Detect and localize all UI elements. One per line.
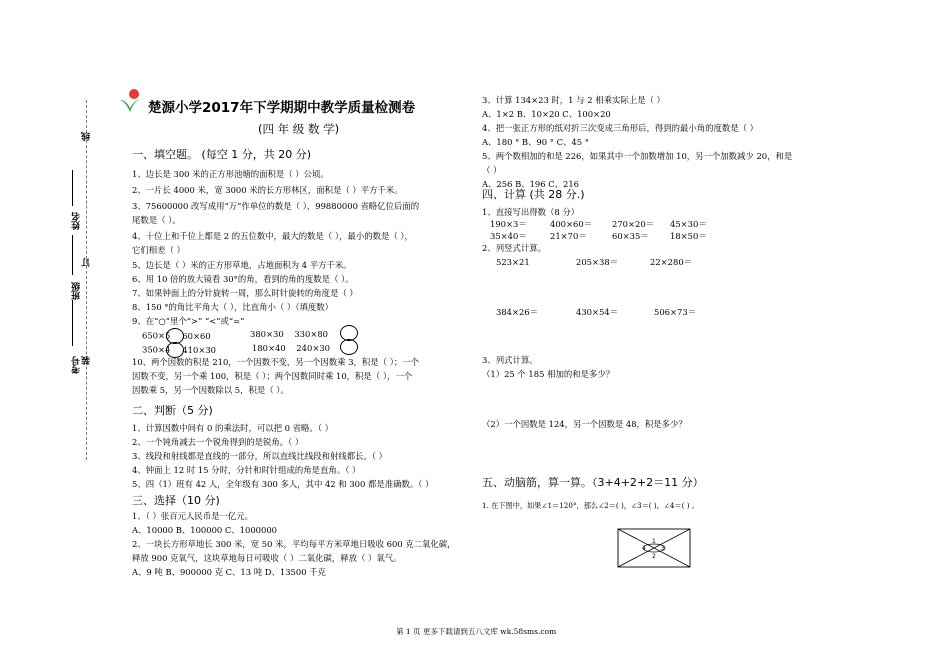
judge-q5: 5、四（1）班有 42 人，全年级有 300 多人，其中 42 和 300 都是准确数。（ ）	[132, 479, 434, 489]
angle-label-2: 2	[652, 553, 656, 560]
fill-q10-line3: 因数乘 5，另一个因数除以 5，积是（ ）。	[132, 385, 289, 395]
page-footer: 第 1 页 更多下载请到五八文库 wk.58sms.com	[396, 627, 557, 636]
exam-subtitle: (四 年 级 数 学)	[258, 122, 340, 136]
angle-figure	[617, 528, 691, 568]
side-name-label: 姓名	[72, 212, 82, 230]
choice-q3: 3、计算 134×23 时，1 与 2 相乘实际上是（ ）	[482, 95, 665, 105]
compare-row-4	[252, 342, 330, 354]
compare-2-right: 330×80	[294, 329, 329, 339]
choice-q5-options: A、256 B、196 C、216	[482, 179, 580, 189]
fill-q3-line1: 3、75600000 改写成用“万”作单位的数是（ ），99880000 省略亿位后面的	[132, 201, 420, 211]
calc-part3-title: 3、列式计算。	[482, 355, 538, 365]
fill-q2: 2、一片长 4000 米，宽 3000 米的长方形林区，面积是（ ）平方千米。	[132, 185, 403, 195]
section-5-heading: 五、动脑筋，算一算。（3+4+2+2＝11 分）	[482, 476, 704, 489]
fill-q8: 8、150 °的角比平角大（ ），比直角小（ ）（填度数）	[132, 302, 333, 312]
side-class-label: 班级	[72, 282, 82, 300]
compare-circle[interactable]	[340, 339, 358, 355]
side-number-label: 考号	[72, 356, 82, 374]
compare-2-left: 380×30	[250, 329, 284, 339]
direct-calc-6: 21×70＝	[550, 231, 587, 241]
section-4-heading: 四、计算 (共 28 分.)	[482, 188, 585, 201]
compare-1-right: 60×60	[182, 330, 211, 341]
fill-q4-line2: 它们相差（ ）	[132, 245, 185, 255]
direct-calc-5: 35×40＝	[490, 231, 527, 241]
direct-calc-7: 60×35＝	[612, 231, 649, 241]
choice-q2-options: A、9 吨 B、900000 克 C、13 吨 D、13500 千克	[132, 567, 326, 577]
compare-4-left: 180×40	[252, 343, 286, 353]
calc-part1-title: 1、直接写出得数（8 分）	[482, 207, 580, 217]
direct-calc-4: 45×30＝	[670, 219, 707, 229]
angle-label-1: 1	[652, 538, 656, 545]
choice-q4-options: A、180 ° B、90 ° C、45 °	[482, 137, 589, 147]
fill-q3-line2: 尾数是（ ）。	[132, 215, 181, 225]
choice-q5-line2: （ ）	[482, 165, 502, 175]
choice-q5-line1: 5、两个数相加的和是 226，如果其中一个加数增加 10，另一个加数减少 20，和是	[482, 151, 793, 161]
vertical-calc-6: 506×73＝	[654, 307, 697, 317]
direct-calc-3: 270×20＝	[612, 219, 655, 229]
side-class-line	[72, 235, 73, 275]
compare-1-left: 650×5	[142, 330, 171, 341]
choice-q2-line1: 2、一块长方形草地长 300 米，宽 50 米，平均每平方米草地日吸收 600 克二氧化碳，	[132, 539, 456, 549]
fill-q10-line2: 因数不变，另一个乘 100，积是（ ）；两个因数同时乘 10，积是（ ），一个	[132, 371, 413, 381]
angle-question: 1. 在下图中，如果∠1＝120°，那么∠2＝( )，∠3＝( )，∠4＝( ) 。	[482, 501, 699, 510]
vertical-calc-5: 430×54＝	[576, 307, 619, 317]
choice-q4: 4、把一张正方形的纸对折三次变成三角形后，得到的最小角的度数是（ ）	[482, 123, 758, 133]
direct-calc-1: 190×3＝	[490, 219, 527, 229]
choice-q1-options: A、10000 B、100000 C、1000000	[132, 525, 277, 535]
word-problem-2: （2）一个因数是 124，另一个因数是 48，积是多少？	[482, 419, 687, 429]
school-logo	[118, 88, 146, 114]
side-name-line	[72, 170, 73, 206]
judge-q1: 1、计算因数中间有 0 的乘法时，可以把 0 省略。（ ）	[132, 423, 333, 433]
choice-q2-line2: 释放 900 克氧气，这块草地每日可吸收（ ）二氧化碳，释放（ ）氧气。	[132, 553, 402, 563]
compare-3-right: 410×30	[182, 344, 217, 355]
angle-label-3: 3	[661, 545, 665, 552]
side-zhuang-label: 装	[82, 356, 92, 365]
section-2-heading: 二、判断（5 分)	[132, 404, 213, 417]
compare-4-right: 240×30	[296, 343, 331, 353]
judge-q3: 3、线段和射线都是直线的一部分，所以直线比线段和射线都长。（ ）	[132, 451, 388, 461]
angle-label-4: 4	[642, 545, 646, 552]
side-line-label: 线	[82, 132, 92, 141]
vertical-calc-3: 22×280＝	[650, 257, 693, 267]
fill-q1: 1、边长是 300 米的正方形池塘的面积是（ ）公顷。	[132, 169, 329, 179]
binding-dash-line	[86, 100, 87, 460]
vertical-calc-4: 384×26＝	[496, 307, 539, 317]
choice-q1: 1、（ ）张百元人民币是一亿元。	[132, 511, 254, 521]
calc-part2-title: 2、列竖式计算。	[482, 243, 546, 253]
exam-title: 楚源小学2017年下学期期中教学质量检测卷	[148, 100, 416, 116]
section-1-heading: 一、填空题。 (每空 1 分，共 20 分)	[132, 148, 312, 161]
compare-3-left: 350×4	[142, 344, 171, 355]
vertical-calc-2: 205×38＝	[576, 257, 619, 267]
side-number-line	[72, 300, 73, 346]
fill-q6: 6、用 10 倍的放大镜看 30°的角，看到的角的度数是（ ）。	[132, 274, 354, 284]
fill-q7: 7、如果钟面上的分针旋转一周，那么时针旋转的角度是（ ）	[132, 288, 358, 298]
fill-q5: 5、边长是（ ）米的正方形草地，占地面积为 4 平方千米。	[132, 260, 352, 270]
direct-calc-2: 400×60＝	[550, 219, 593, 229]
fill-q9: 9、在“○”里个“>” “<”或“=”	[132, 316, 245, 326]
fill-q4-line1: 4、十位上和千位上都是 2 的五位数中，最大的数是（ ），最小的数是（ ），	[132, 231, 413, 241]
direct-calc-8: 18×50＝	[670, 231, 707, 241]
fill-q10-line1: 10、两个因数的积是 210，一个因数不变，另一个因数乘 3，积是（ ）；一个	[132, 357, 420, 367]
compare-row-2	[250, 328, 328, 340]
side-ding-label: 订	[82, 258, 92, 267]
word-problem-1: （1）25 个 185 相加的和是多少？	[482, 369, 615, 379]
judge-q4: 4、钟面上 12 时 15 分时，分针和时针组成的角是直角。（ ）	[132, 465, 361, 475]
choice-q3-options: A、1×2 B、10×20 C、100×20	[482, 109, 611, 119]
section-3-heading: 三、选择（10 分)	[132, 494, 220, 507]
judge-q2: 2、一个钝角减去一个锐角得到的是锐角。（ ）	[132, 437, 304, 447]
vertical-calc-1: 523×21	[496, 257, 530, 267]
